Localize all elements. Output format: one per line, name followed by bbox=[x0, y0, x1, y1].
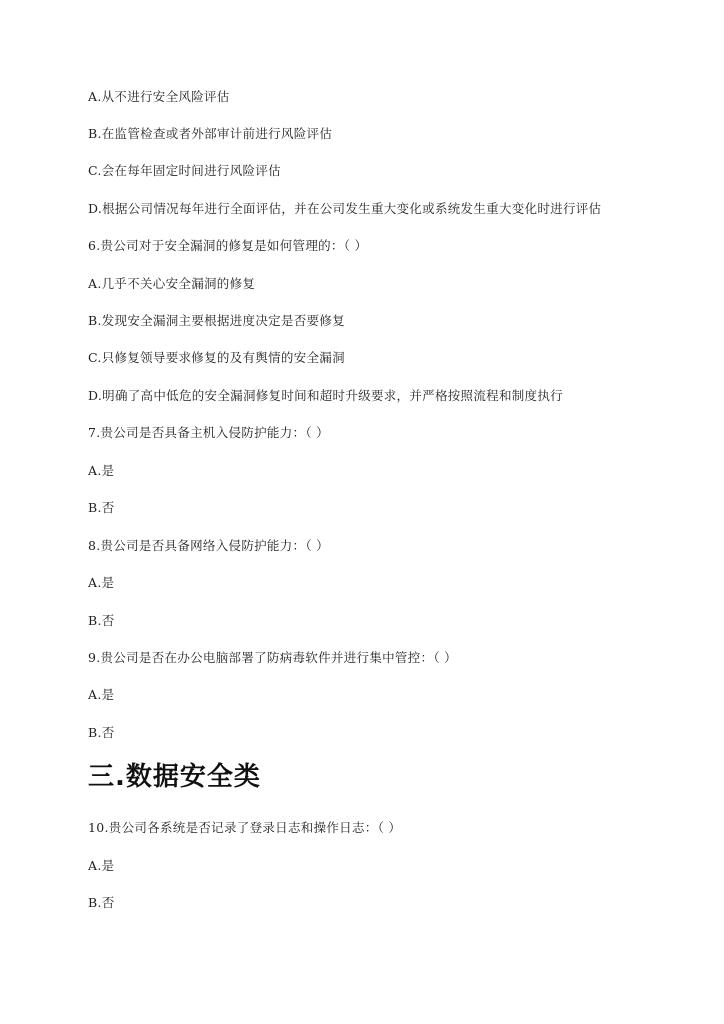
question-7: 7.贵公司是否具备主机入侵防护能力：（ ） bbox=[88, 425, 329, 440]
option-d-q6: D.明确了高中低危的安全漏洞修复时间和超时升级要求，并严格按照流程和制度执行 bbox=[88, 388, 563, 403]
option-b-q8: B.否 bbox=[88, 613, 115, 628]
section-heading-data-security: 三.数据安全类 bbox=[88, 762, 261, 792]
option-b-q6: B.发现安全漏洞主要根据进度决定是否要修复 bbox=[88, 313, 345, 328]
question-9: 9.贵公司是否在办公电脑部署了防病毒软件并进行集中管控：（ ） bbox=[88, 650, 457, 665]
option-b-q10: B.否 bbox=[88, 895, 115, 910]
option-a-q10: A.是 bbox=[88, 858, 115, 873]
option-c-risk-fixed-time: C.会在每年固定时间进行风险评估 bbox=[88, 163, 281, 178]
option-d-risk-comprehensive: D.根据公司情况每年进行全面评估，并在公司发生重大变化或系统发生重大变化时进行评估 bbox=[88, 201, 602, 216]
option-a-q6: A.几乎不关心安全漏洞的修复 bbox=[88, 276, 256, 291]
question-10: 10.贵公司各系统是否记录了登录日志和操作日志：（ ） bbox=[88, 820, 402, 835]
option-a-q9: A.是 bbox=[88, 687, 115, 702]
option-b-q7: B.否 bbox=[88, 500, 115, 515]
option-a-q7: A.是 bbox=[88, 463, 115, 478]
option-b-q9: B.否 bbox=[88, 725, 115, 740]
question-6: 6.贵公司对于安全漏洞的修复是如何管理的：（ ） bbox=[88, 238, 368, 253]
option-a-risk-never: A.从不进行安全风险评估 bbox=[88, 89, 230, 104]
option-a-q8: A.是 bbox=[88, 575, 115, 590]
option-c-q6: C.只修复领导要求修复的及有舆情的安全漏洞 bbox=[88, 350, 345, 365]
question-8: 8.贵公司是否具备网络入侵防护能力：（ ） bbox=[88, 538, 329, 553]
option-b-risk-before-audit: B.在监管检查或者外部审计前进行风险评估 bbox=[88, 126, 333, 141]
